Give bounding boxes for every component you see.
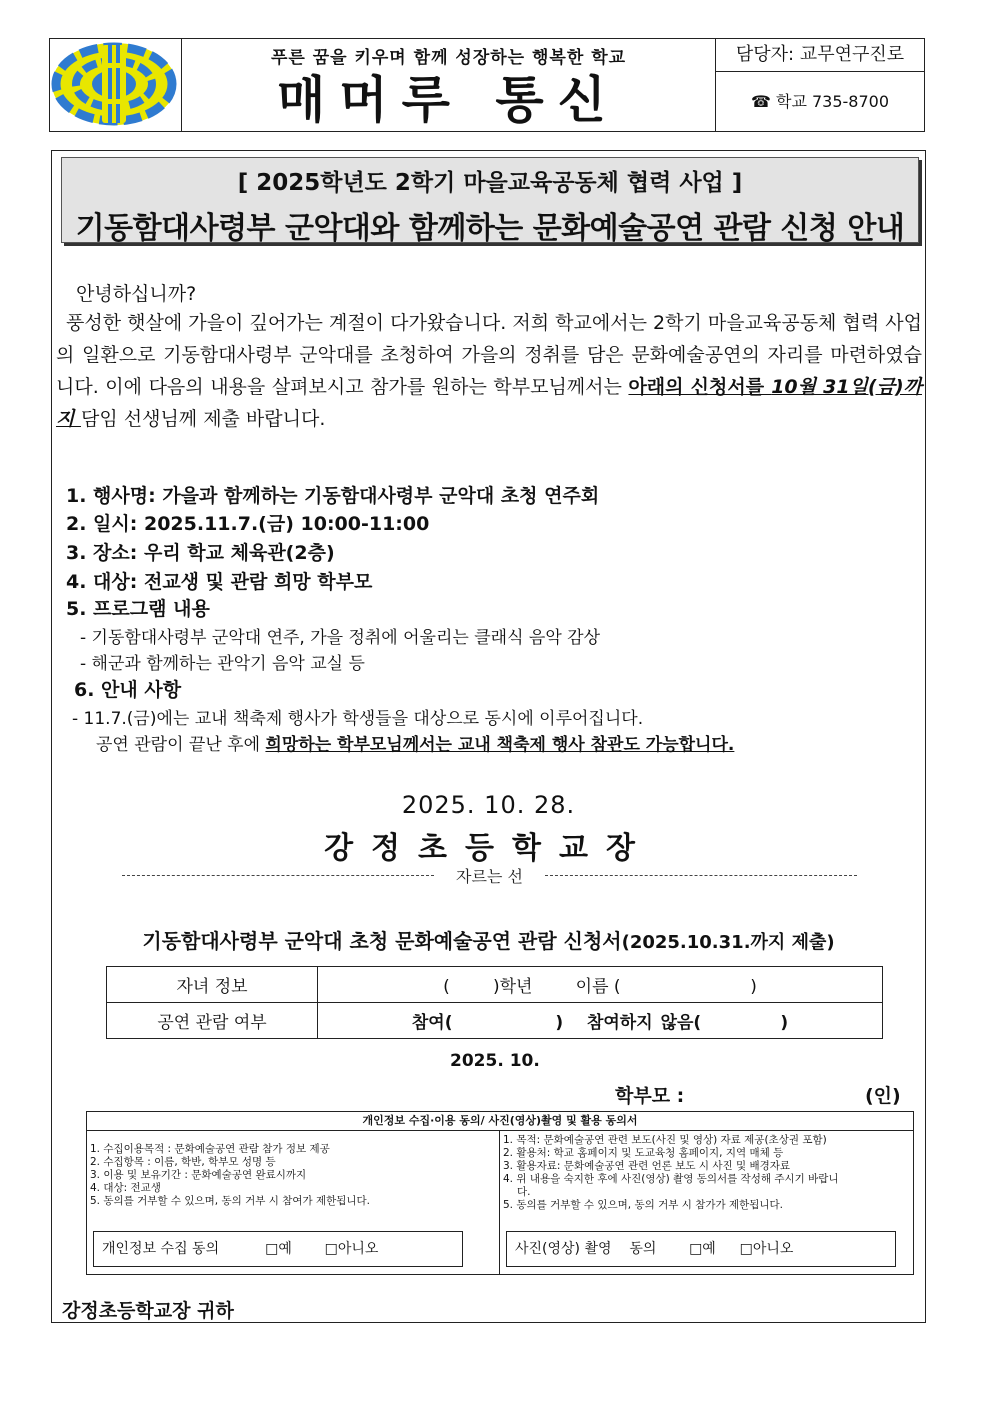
notice-date: 2025. 10. 28. xyxy=(401,791,576,819)
privacy-consent: 1. 수집이용목적 : 문화예술공연 관람 참가 정보 제공 2. 수집항목 : 이름, 학반, 학부모 성명 등 3. 이용 및 보유기간 : 문화예술공연 완료시까지 4. 대상: 전교생 5. 동의를 거부할 수 있으며, 동의 거부 시 참여가 제한됩니다. 개인정보 수집 동의 □예 □아니오 xyxy=(87,1131,500,1275)
guide-highlight: 희망하는 학부모님께서는 교내 책축제 행사 참관도 가능합니다. xyxy=(265,735,735,755)
school-emblem-icon xyxy=(50,39,178,129)
intro-paragraph: 풍성한 햇살에 가을이 깊어가는 계절이 다가왔습니다. 저희 학교에서는 2학기 마을교육공동체 협력 사업의 일환으로 기동함대사령부 군악대를 초청하여 가을의 정취를 담은 문화예술공연의 자리를 마련하였습니다. 이에 다음의 내용을 살펴보시고 참가를 원하는 학부모님께서는 아래의 신청서를 10월 31일(금)까지 담임 선생님께 제출 바랍니다. xyxy=(56,312,922,430)
event-time: 2. 일시: 2025.11.7.(금) 10:00-11:00 xyxy=(66,513,430,535)
footer-addressee: 강정초등학교장 귀하 xyxy=(62,1300,234,1322)
event-name: 1. 행사명: 가을과 함께하는 기동함대사령부 군악대 초청 연주회 xyxy=(66,485,600,507)
parent-signature-label: 학부모 : xyxy=(615,1085,685,1107)
guide-heading: 6. 안내 사항 xyxy=(74,679,182,701)
attendance-label: 공연 관람 여부 xyxy=(107,1003,318,1039)
consent-title: 개인정보 수집·이용 동의/ 사진(영상)촬영 및 활용 동의서 xyxy=(87,1112,913,1131)
contact-cell xyxy=(716,39,924,131)
child-info-field[interactable]: ( )학년 이름 ( ) xyxy=(318,967,883,1003)
notice-title: 기동함대사령부 군악대와 함께하는 문화예술공연 관람 신청 안내 xyxy=(75,211,905,246)
seal-mark: (인) xyxy=(865,1085,901,1107)
attendance-field[interactable]: 참여( ) 참여하지 않음( ) xyxy=(318,1003,883,1039)
table-row xyxy=(107,967,883,1003)
table-row xyxy=(107,1003,883,1039)
school-motto: 푸른 꿈을 키우며 함께 성장하는 행복한 학교 xyxy=(270,48,627,68)
photo-no-checkbox[interactable]: □아니오 xyxy=(739,1241,794,1257)
child-info-label: 자녀 정보 xyxy=(107,967,318,1003)
cut-line xyxy=(122,864,857,887)
contact-phone: ☎ 학교 735-8700 xyxy=(750,92,890,111)
guide-line: 공연 관람이 끝난 후에 희망하는 학부모님께서는 교내 책축제 행사 참관도 가능합니다. xyxy=(96,735,735,755)
event-place: 3. 장소: 우리 학교 체육관(2층) xyxy=(66,542,335,564)
consent-form xyxy=(86,1111,914,1275)
contact-person: 담당자: 교무연구진로 xyxy=(716,39,924,72)
notice-title-box xyxy=(61,157,919,246)
program-heading: 5. 프로그램 내용 xyxy=(66,598,210,620)
newsletter-header xyxy=(49,38,925,132)
privacy-no-checkbox[interactable]: □아니오 xyxy=(324,1241,379,1257)
program-item: - 해군과 함께하는 관악기 음악 교실 등 xyxy=(80,654,365,674)
privacy-yes-checkbox[interactable]: □예 xyxy=(265,1241,292,1257)
newsletter-title: 매머루 통신 xyxy=(277,71,620,129)
title-cell xyxy=(182,39,716,131)
program-item: - 기동함대사령부 군악대 연주, 가을 정취에 어울리는 클래식 음악 감상 xyxy=(80,628,600,648)
privacy-agree-box xyxy=(93,1231,463,1267)
form-title: 기동함대사령부 군악대 초청 문화예술공연 관람 신청서(2025.10.31.까지 제출) xyxy=(142,929,835,953)
event-target: 4. 대상: 전교생 및 관람 희망 학부모 xyxy=(66,571,373,593)
photo-yes-checkbox[interactable]: □예 xyxy=(689,1241,716,1257)
application-table xyxy=(106,966,883,1039)
school-logo xyxy=(50,39,182,131)
photo-consent: 1. 목적: 문화예술공연 관련 보도(사진 및 영상) 자료 제공(초상권 포함) 2. 활용처: 학교 홈페이지 및 도교육청 홈페이지, 지역 매체 등 3. 활용자료: 문화예술공연 관련 언론 보도 시 사진 및 배경자료 4. 위 내용을 숙지한 후에 사진(영상) 촬영 동의서를 작성해 주시기 바랍니 다. 5. 동의를 거부할 수 있으며, 동의 거부 시 참가가 제한됩니다. 사진(영상) 촬영 동의 □예 □아니오 xyxy=(500,1131,913,1275)
greeting: 안녕하십니까? xyxy=(76,283,197,305)
form-date: 2025. 10. xyxy=(450,1051,540,1071)
photo-agree-box xyxy=(506,1231,896,1267)
privacy-agree-label: 개인정보 수집 동의 xyxy=(102,1241,220,1257)
intro-highlight-2: 10월 31일(금)까지 xyxy=(56,376,922,430)
guide-line: - 11.7.(금)에는 교내 책축제 행사가 학생들을 대상으로 동시에 이루어집니다. xyxy=(72,709,644,729)
photo-agree-label: 사진(영상) 촬영 동의 xyxy=(515,1241,657,1257)
cut-line-label: 자르는 선 xyxy=(456,867,523,886)
principal-signature: 강정초등학교장 xyxy=(324,831,653,866)
intro-highlight-1: 아래의 신청서를 xyxy=(628,376,772,398)
notice-subtitle: [ 2025학년도 2학기 마을교육공동체 협력 사업 ] xyxy=(237,170,743,196)
notice-body xyxy=(51,150,926,1323)
